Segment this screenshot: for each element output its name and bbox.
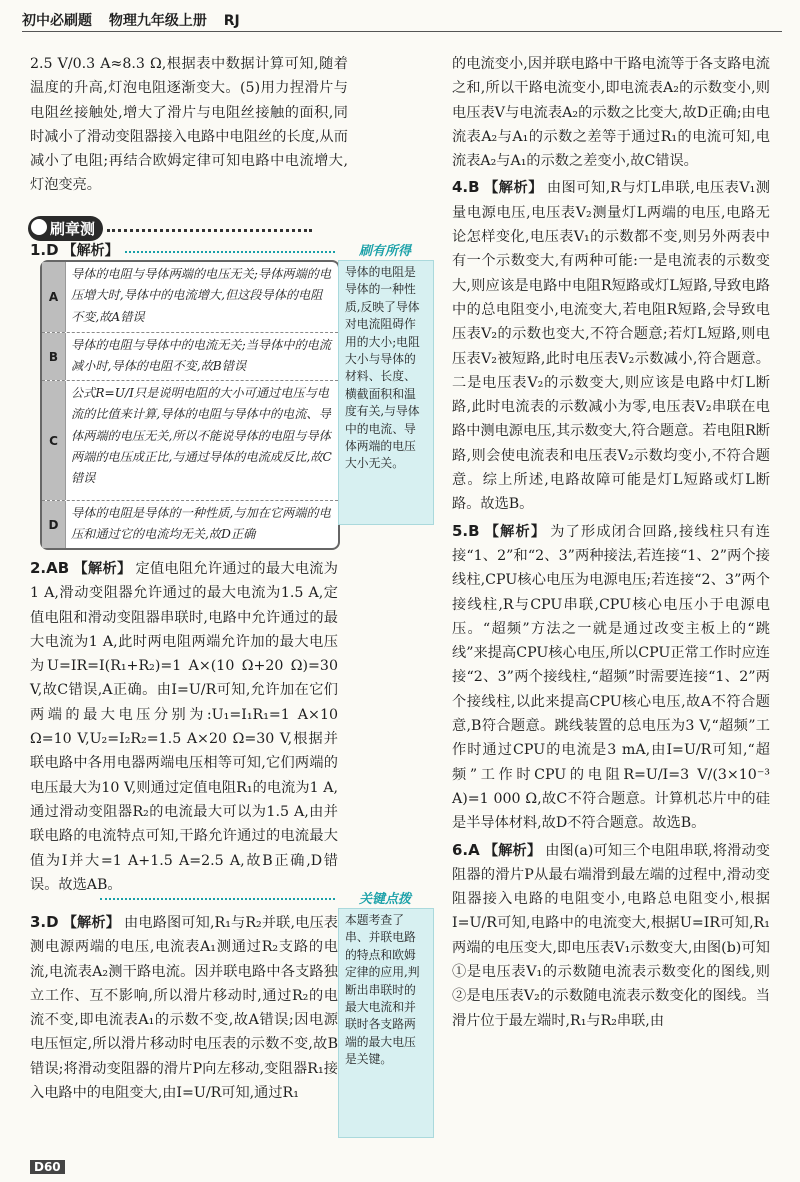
note-tip: 本题考查了串、并联电路的特点和欧姆定律的应用,判断出串联时的最大电流和并联时各支路两端的最大电压是关键。 — [338, 908, 434, 1138]
page-header — [22, 8, 782, 32]
page-number: D60 — [30, 1160, 65, 1174]
note-arrow — [125, 251, 335, 253]
q2-text: 定值电阻允许通过的最大电流为1 A,滑动变阻器允许通过的最大电流为1.5 A,定值电阻和滑动变阻器串联时,电路中允许通过的最大电流为1 A,此时两电阻两端允许加的最大电压为U=IR=I(R₁+R₂)=1 A×(10 Ω+20 Ω)=30 V,故C错误,A正确。由I=U/R可知,允许加在它们两端的最大电压分别为:U₁=I₁R₁=1 A×10 Ω=10 V,U₂=I₂R₂=1.5 A×20 Ω=30 V,根据并联电路中各用电器两端电压相等可知,它们两端的电压最大为10 V,则通过定值电阻R₁的电流为1 A,通过滑动变阻器R₂的电流最大可以为1.5 A,由并联电路的电流特点可知,干路允许通过的电流最大值为I并大=1 A+1.5 A=2.5 A,故B正确,D错误。故选AB。 — [30, 561, 338, 893]
table-row — [42, 332, 338, 380]
section-badge: 刷章测 — [28, 216, 103, 241]
q1-heading — [30, 240, 123, 260]
note-title-gain: 刷有所得 — [358, 244, 411, 259]
q3-continued: 的电流变小,因并联电路中干路电流等于各支路电流之和,所以干路电流变小,即电流表A₂的示数变小,则电压表V与电流表A₂的示数之比变大,故D正确;由电流表A₂与A₁的示数之差等于通过R₁的电流可知,电流表A₂与A₁的示数之差变小,故C错误。 — [452, 56, 770, 170]
row-text: 公式R=U/I只是说明电阻的大小可通过电压与电流的比值来计算,导体的电阻与导体中的电流、导体两端的电压无关,所以不能说导体的电阻与导体两端的电压成正比,与通过导体的电流成反比,故C错误 — [71, 386, 332, 486]
q5-block — [452, 519, 770, 836]
q6-text: 由图(a)可知三个电阻串联,将滑动变阻器的滑片P从最右端滑到最左端的过程中,滑动变阻器接入电路的电阻变小,电路总电阻变小,根据I=U/R可知,电路中的电流变大,根据U=IR可知,R₁两端的电压变大,即电压表V₁示数变大,由图(b)可知①是电压表V₁的示数随电流表示数变化的图线,则②是电压表V₂的示数随电流表示数变化的图线。当滑片位于最左端时,R₁与R₂串联,由 — [452, 842, 770, 1029]
table-row — [42, 500, 338, 548]
section-header — [28, 216, 338, 242]
table-row — [42, 380, 338, 500]
q2-block — [30, 556, 338, 897]
intro-text: 2.5 V/0.3 A≈8.3 Ω,根据表中数据计算可知,随着温度的升高,灯泡电阻逐渐变大。(5)用力捏滑片与电阻丝接触处,增大了滑片与电阻丝接触的面积,同时减小了滑动变阻器接入电路中电阻丝的长度,从而减小了电阻;再结合欧姆定律可知电路中电流增大,灯泡变亮。 — [30, 56, 348, 194]
section-divider — [107, 229, 312, 232]
q4-text: 由图可知,R与灯L串联,电压表V₁测量电源电压,电压表V₂测量灯L两端的电压,电路无论怎样变化,电压表V₁的示数都不变,则另外两表中有一个示数变大,有两种可能:一是电流表的示数变大,则应该是电路中电阻R短路或灯L短路,导致电路中的总电阻变小,电流变大,若电阻R短路,会导致电压表V₂的示数也变大,不符合题意;若灯L短路,则电压表V₂被短路,此时电压表V₂示数减小,符合题意。二是电压表V₂的示数变大,则应该是电路中灯L断路,此时电流表的示数减小为零,电压表V₂串联在电路中测电源电压,其示数变大,符合题意。若电阻R断路,则会使电流表和电压表V₂示数均变小,不符合题意。综上所述,电路故障可能是灯L短路或灯L断路。故选B。 — [452, 180, 770, 513]
subject-name: 物理九年级上册 — [108, 13, 207, 29]
row-label: A — [42, 262, 66, 332]
q1-tag: 【解析】 — [62, 243, 119, 259]
row-label: C — [42, 381, 66, 500]
q5-number: 5.B — [452, 521, 480, 540]
q4-number: 4.B — [452, 178, 480, 197]
series-name: 初中必刷题 — [22, 13, 92, 29]
q6-block — [452, 838, 770, 1033]
note-arrow — [100, 898, 335, 900]
q3-block — [30, 910, 338, 1105]
q3-number: 3.D — [30, 913, 59, 931]
note-title-tip: 关键点拨 — [358, 892, 411, 907]
right-column — [452, 52, 770, 1035]
row-text: 导体的电阻与导体两端的电压无关;导体两端的电压增大时,导体中的电流增大,但这段导体的电阻不变,故A错误 — [71, 267, 332, 324]
q6-tag: 【解析】 — [483, 842, 542, 859]
q3-tag: 【解析】 — [62, 915, 121, 931]
row-text: 导体的电阻是导体的一种性质,与加在它两端的电压和通过它的电流均无关,故D正确 — [71, 506, 331, 542]
q2-number: 2.AB — [30, 559, 70, 577]
row-label: B — [42, 333, 66, 380]
q6-number: 6.A — [452, 840, 480, 859]
table-row — [42, 262, 338, 332]
q2-tag: 【解析】 — [73, 561, 132, 577]
analysis-table — [40, 260, 340, 550]
q3-text: 由电路图可知,R₁与R₂并联,电压表测电源两端的电压,电流表A₁测通过R₂支路的电流,电流表A₂测干路电流。因并联电路中各支路独立工作、互不影响,所以滑片移动时,通过R₂的电流不变,即电流表A₁的示数不变,故A错误;因电源电压恒定,所以滑片移动时电压表的示数不变,故B错误;将滑动变阻器的滑片P向左移动,变阻器R₁接入电路中的电阻变大,由I=U/R可知,通过R₁ — [30, 915, 338, 1102]
q4-tag: 【解析】 — [483, 180, 543, 197]
q1-number: 1.D — [30, 241, 59, 259]
row-text: 导体的电阻与导体中的电流无关;当导体中的电流减小时,导体的电阻不变,故B错误 — [71, 338, 332, 374]
edition: RJ — [223, 13, 240, 29]
q4-block — [452, 175, 770, 516]
row-label: D — [42, 501, 66, 548]
note-gain: 导体的电阻是导体的一种性质,反映了导体对电流阻碍作用的大小;电阻大小与导体的材料、长度、横截面积和温度有关,与导体中的电流、导体两端的电压大小无关。 — [338, 260, 434, 525]
q5-text: 为了形成闭合回路,接线柱只有连接“1、2”和“2、3”两种接法,若连接“1、2”两个接线柱,CPU核心电压为电源电压;若连接“2、3”两个接线柱,R与CPU串联,CPU核心电压小于电源电压。“超频”方法之一就是通过改变主板上的“跳线”来提高CPU核心电压,所以CPU正常工作时应连接“2、3”两个接线柱,“超频”时需要连接“1、2”两个接线柱,以此来提高CPU核心电压,故A不符合题意,B符合题意。跳线装置的总电压为3 V,“超频”工作时通过CPU的电流是3 mA,由I=U/R可知,“超频”工作时CPU的电阻R=U/I=3 V/(3×10⁻³ A)=1 000 Ω,故C不符合题意。计算机芯片中的硅是半导体材料,故D不符合题意。故选B。 — [452, 523, 770, 832]
left-column — [30, 52, 348, 200]
q5-tag: 【解析】 — [483, 523, 547, 540]
